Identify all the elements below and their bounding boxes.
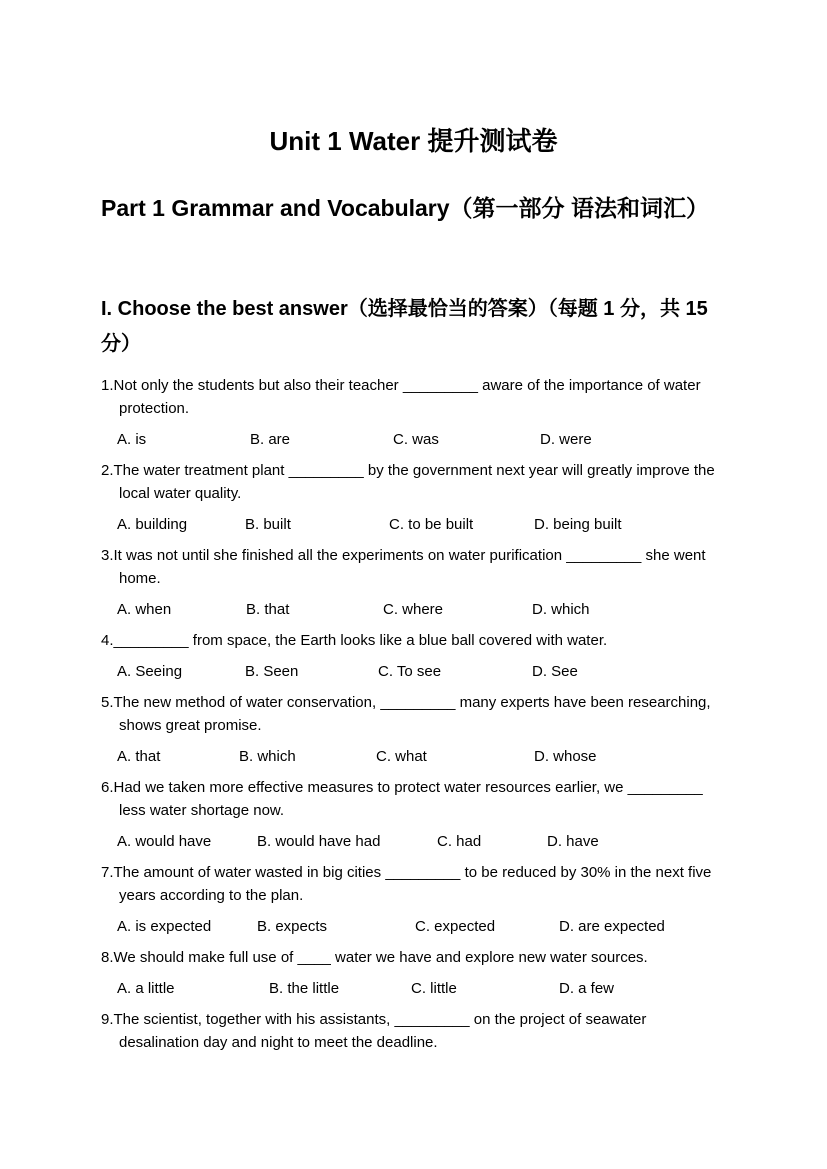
option-d: D. are expected bbox=[559, 918, 665, 935]
answer-blank: _________ bbox=[380, 694, 456, 711]
option-b: B. the little bbox=[269, 980, 340, 997]
option-a: A. is expected bbox=[117, 918, 212, 935]
question-6 bbox=[101, 776, 727, 853]
option-b: B. expects bbox=[257, 918, 328, 935]
answer-blank: _________ bbox=[113, 632, 189, 649]
options-row bbox=[101, 745, 727, 768]
question-stem: 4._________ from space, the Earth looks like a blue ball covered with water. bbox=[101, 632, 608, 649]
answer-blank: _________ bbox=[627, 779, 703, 796]
question-7 bbox=[101, 861, 727, 938]
part-heading: Part 1 Grammar and Vocabulary（第一部分 语法和词汇） bbox=[101, 195, 709, 221]
option-d: D. a few bbox=[559, 980, 615, 997]
option-c: C. To see bbox=[378, 663, 442, 680]
question-stem: 1.Not only the students but also their teacher _________ aware of the importance of water protection. bbox=[101, 377, 701, 417]
options-row bbox=[101, 977, 727, 1000]
options-row bbox=[101, 513, 727, 536]
answer-blank: ____ bbox=[297, 949, 331, 966]
question-2 bbox=[101, 459, 727, 536]
options-row bbox=[101, 428, 727, 451]
option-d: D. which bbox=[532, 601, 590, 618]
question-stem: 8.We should make full use of ____ water we have and explore new water sources. bbox=[101, 949, 648, 966]
option-a: A. that bbox=[117, 748, 161, 765]
question-1 bbox=[101, 374, 727, 451]
options-row bbox=[101, 830, 727, 853]
question-stem: 3.It was not until she finished all the experiments on water purification _________ she went home. bbox=[101, 547, 706, 587]
option-d: D. were bbox=[540, 431, 592, 448]
answer-blank: _________ bbox=[385, 864, 461, 881]
answer-blank: _________ bbox=[288, 462, 364, 479]
option-b: B. are bbox=[250, 431, 291, 448]
options-row bbox=[101, 915, 727, 938]
option-c: C. expected bbox=[415, 918, 496, 935]
option-b: B. would have had bbox=[257, 833, 381, 850]
option-b: B. which bbox=[239, 748, 296, 765]
options-row bbox=[101, 598, 727, 621]
answer-blank: _________ bbox=[402, 377, 478, 394]
option-a: A. Seeing bbox=[117, 663, 183, 680]
question-stem: 7.The amount of water wasted in big cities _________ to be reduced by 30% in the next five years according to the plan. bbox=[101, 864, 712, 904]
answer-blank: _________ bbox=[566, 547, 642, 564]
option-c: C. little bbox=[411, 980, 457, 997]
option-c: C. to be built bbox=[389, 516, 474, 533]
option-c: C. was bbox=[393, 431, 439, 448]
question-5 bbox=[101, 691, 727, 768]
option-a: A. a little bbox=[117, 980, 175, 997]
question-4 bbox=[101, 629, 727, 683]
option-a: A. building bbox=[117, 516, 188, 533]
options-row bbox=[101, 660, 727, 683]
option-d: D. have bbox=[547, 833, 599, 850]
option-b: B. built bbox=[245, 516, 291, 533]
question-8 bbox=[101, 946, 727, 1000]
option-b: B. that bbox=[246, 601, 290, 618]
question-stem: 2.The water treatment plant _________ by the government next year will greatly improve the local water quality. bbox=[101, 462, 715, 502]
question-3 bbox=[101, 544, 727, 621]
question-stem: 9.The scientist, together with his assistants, _________ on the project of seawater desalination day and night to meet the deadline. bbox=[101, 1011, 647, 1051]
question-stem: 6.Had we taken more effective measures to protect water resources earlier, we _________ less water shortage now. bbox=[101, 779, 703, 819]
option-a: A. would have bbox=[117, 833, 212, 850]
answer-blank: _________ bbox=[394, 1011, 470, 1028]
question-list bbox=[101, 374, 727, 1054]
option-d: D. See bbox=[532, 663, 578, 680]
option-c: C. what bbox=[376, 748, 427, 765]
option-b: B. Seen bbox=[245, 663, 299, 680]
section-heading: I. Choose the best answer（选择最恰当的答案）（每题 1 分，共 15 分） bbox=[101, 298, 708, 355]
option-c: C. where bbox=[383, 601, 444, 618]
page-title: Unit 1 Water 提升测试卷 bbox=[269, 126, 558, 156]
option-c: C. had bbox=[437, 833, 482, 850]
option-d: D. whose bbox=[534, 748, 597, 765]
option-d: D. being built bbox=[534, 516, 622, 533]
option-a: A. is bbox=[117, 431, 147, 448]
option-a: A. when bbox=[117, 601, 172, 618]
question-stem: 5.The new method of water conservation, _________ many experts have been researching, shows great promise. bbox=[101, 694, 711, 734]
question-9 bbox=[101, 1008, 727, 1054]
